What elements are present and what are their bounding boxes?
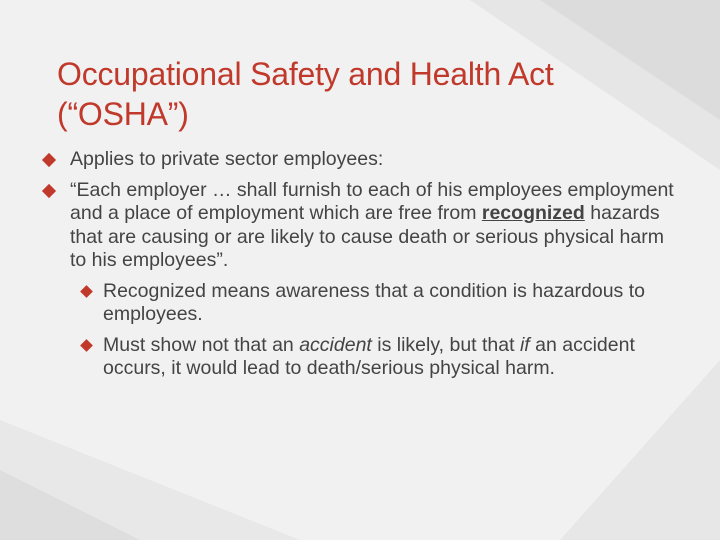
sub-bullet-must-before: Must show not that an: [103, 333, 300, 356]
bullet-quote-emphasis: recognized: [481, 202, 585, 224]
bullet-quote-text-before: “Each employer … shall furnish to each of his employees employment and a place of employment which are free from: [70, 178, 674, 224]
slide-body: [40, 148, 685, 388]
sub-bullet-must: [102, 334, 685, 381]
sub-bullet-recognized-text: Recognized means awareness that a condition is hazardous to employees.: [103, 279, 645, 325]
sub-bullet-must-if: if: [519, 333, 530, 356]
diamond-bullet-icon: [42, 153, 56, 167]
bullet-applies-text: Applies to private sector employees:: [70, 148, 384, 170]
sub-bullet-must-middle: is likely, but that: [371, 333, 520, 356]
diamond-bullet-icon: [80, 285, 93, 298]
sub-bullet-recognized: [102, 280, 685, 327]
diamond-bullet-icon: [80, 339, 93, 352]
bullet-quote: [40, 179, 685, 273]
slide-title-line-2: (“OSHA”): [57, 96, 189, 132]
sub-bullet-must-after: an accident occurs, it would lead to death/serious physical harm.: [103, 333, 635, 379]
bullet-applies: [40, 148, 685, 172]
bullet-quote-text-after: hazards that are causing or are likely to cause death or serious physical harm to his employees”.: [70, 202, 664, 271]
slide-title-line-1: Occupational Safety and Health Act: [57, 56, 554, 92]
diamond-bullet-icon: [42, 183, 56, 197]
slide-title: [57, 54, 697, 134]
sub-bullet-must-accident: accident: [299, 333, 372, 356]
